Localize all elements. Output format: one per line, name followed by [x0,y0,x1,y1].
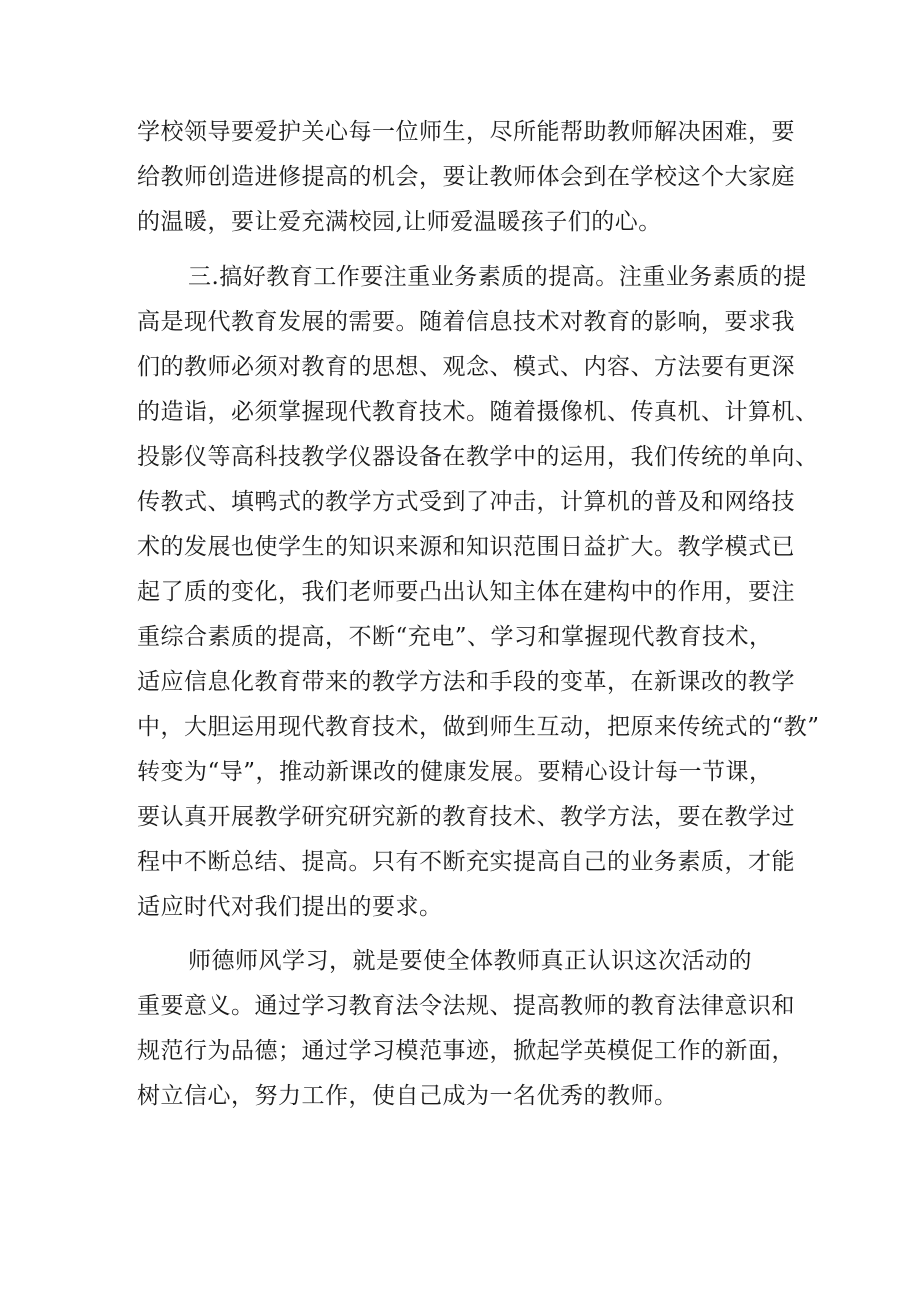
text-line: 中，大胆运用现代教育技术，做到师生互动，把原来传统式的“教” [137,714,820,740]
text-line: 适应信息化教育带来的教学方法和手段的变革，在新课改的教学 [137,669,795,695]
text-line: 的造诣，必须掌握现代教育技术。随着摄像机、传真机、计算机、 [137,399,819,425]
text-line: 规范行为品德；通过学习模范事迹，掀起学英模促工作的新面， [137,1038,795,1064]
text-line: 投影仪等高科技教学仪器设备在教学中的运用，我们传统的单向、 [137,444,819,470]
text-line: 重要意义。通过学习教育法令法规、提高教师的教育法律意识和 [137,993,795,1019]
text-line: 学校领导要爱护关心每一位师生，尽所能帮助教师解决困难，要 [137,119,795,145]
text-line: 师德师风学习，就是要使全体教师真正认识这次活动的 [188,948,752,974]
text-line: 传教式、填鸭式的教学方式受到了冲击，计算机的普及和网络技 [137,489,795,515]
text-line: 高是现代教育发展的需要。随着信息技术对教育的影响，要求我 [137,309,795,335]
text-line: 转变为“导”，推动新课改的健康发展。要精心设计每一节课， [137,759,773,785]
text-line: 给教师创造进修提高的机会，要让教师体会到在学校这个大家庭 [137,164,795,190]
text-line: 术的发展也使学生的知识来源和知识范围日益扩大。教学模式已 [137,534,795,560]
text-line: 程中不断总结、提高。只有不断充实提高自己的业务素质，才能 [137,849,795,875]
text-line: 三.搞好教育工作要注重业务素质的提高。注重业务素质的提 [188,264,807,290]
text-line: 树立信心，努力工作，使自己成为一名优秀的教师。 [137,1083,678,1109]
text-line: 要认真开展教学研究研究新的教育技术、教学方法，要在教学过 [137,804,795,830]
text-line: 适应时代对我们提出的要求。 [137,894,443,920]
text-line: 重综合素质的提高，不断“充电”、学习和掌握现代教育技术， [137,624,773,650]
text-line: 的温暖，要让爱充满校园,让师爱温暖孩子们的心。 [137,209,662,235]
text-line: 们的教师必须对教育的思想、观念、模式、内容、方法要有更深 [137,354,795,380]
text-line: 起了质的变化，我们老师要凸出认知主体在建构中的作用，要注 [137,579,795,605]
